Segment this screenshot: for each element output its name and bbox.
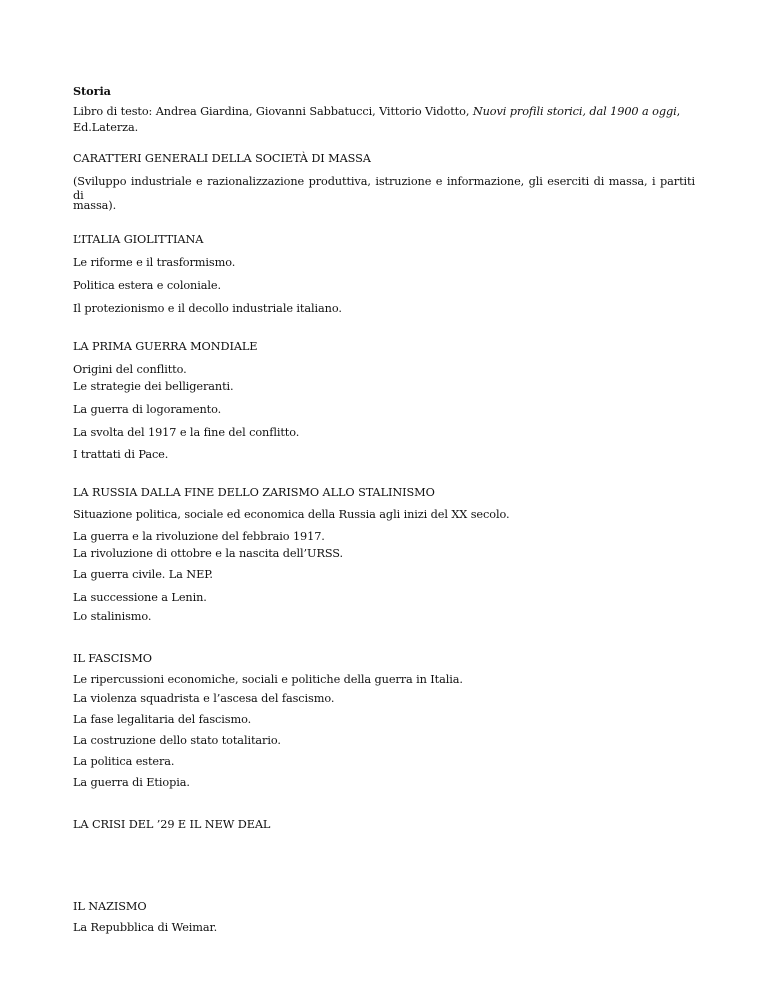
section-heading: CARATTERI GENERALI DELLA SOCIETÀ DI MASSA <box>73 152 371 165</box>
textbook-reference <box>73 105 680 119</box>
section-description: massa). <box>73 199 117 212</box>
textbook-publisher: Ed.Laterza. <box>73 121 139 134</box>
section-heading: LA PRIMA GUERRA MONDIALE <box>73 340 258 353</box>
document-title: Storia <box>73 84 111 98</box>
textbook-suffix: , <box>676 105 681 118</box>
textbook-title: Nuovi profili storici, dal 1900 a oggi <box>472 105 677 118</box>
textbook-prefix: Libro di testo: Andrea Giardina, Giovanni Sabbatucci, Vittorio Vidotto, <box>73 105 473 118</box>
list-item: Le strategie dei belligeranti. <box>73 380 234 393</box>
list-item: La guerra civile. La NEP. <box>73 568 213 581</box>
list-item: La svolta del 1917 e la fine del conflitto. <box>73 426 300 439</box>
section-heading: L’ITALIA GIOLITTIANA <box>73 233 204 246</box>
list-item: La guerra e la rivoluzione del febbraio 1917. <box>73 530 325 543</box>
list-item: Le riforme e il trasformismo. <box>73 256 236 269</box>
list-item: La fase legalitaria del fascismo. <box>73 713 252 726</box>
list-item: Situazione politica, sociale ed economica della Russia agli inizi del XX secolo. <box>73 508 510 521</box>
section-description: (Sviluppo industriale e razionalizzazione produttiva, istruzione e informazione, gli eserciti di massa, i partiti di <box>73 175 695 202</box>
list-item: Politica estera e coloniale. <box>73 279 221 292</box>
list-item: Origini del conflitto. <box>73 363 187 376</box>
list-item: La guerra di logoramento. <box>73 403 222 416</box>
list-item: La costruzione dello stato totalitario. <box>73 734 281 747</box>
list-item: Lo stalinismo. <box>73 610 152 623</box>
list-item: La successione a Lenin. <box>73 591 207 604</box>
section-heading: IL FASCISMO <box>73 652 152 665</box>
section-heading: LA RUSSIA DALLA FINE DELLO ZARISMO ALLO STALINISMO <box>73 486 435 499</box>
list-item: La rivoluzione di ottobre e la nascita dell’URSS. <box>73 547 344 560</box>
list-item: La Repubblica di Weimar. <box>73 921 218 934</box>
list-item: Le ripercussioni economiche, sociali e politiche della guerra in Italia. <box>73 673 463 686</box>
list-item: Il protezionismo e il decollo industriale italiano. <box>73 302 342 315</box>
list-item: La violenza squadrista e l’ascesa del fascismo. <box>73 692 335 705</box>
section-heading: LA CRISI DEL ’29 E IL NEW DEAL <box>73 818 271 831</box>
document-page <box>73 0 695 994</box>
section-heading: IL NAZISMO <box>73 900 147 913</box>
list-item: I trattati di Pace. <box>73 448 169 461</box>
list-item: La politica estera. <box>73 755 175 768</box>
list-item: La guerra di Etiopia. <box>73 776 190 789</box>
